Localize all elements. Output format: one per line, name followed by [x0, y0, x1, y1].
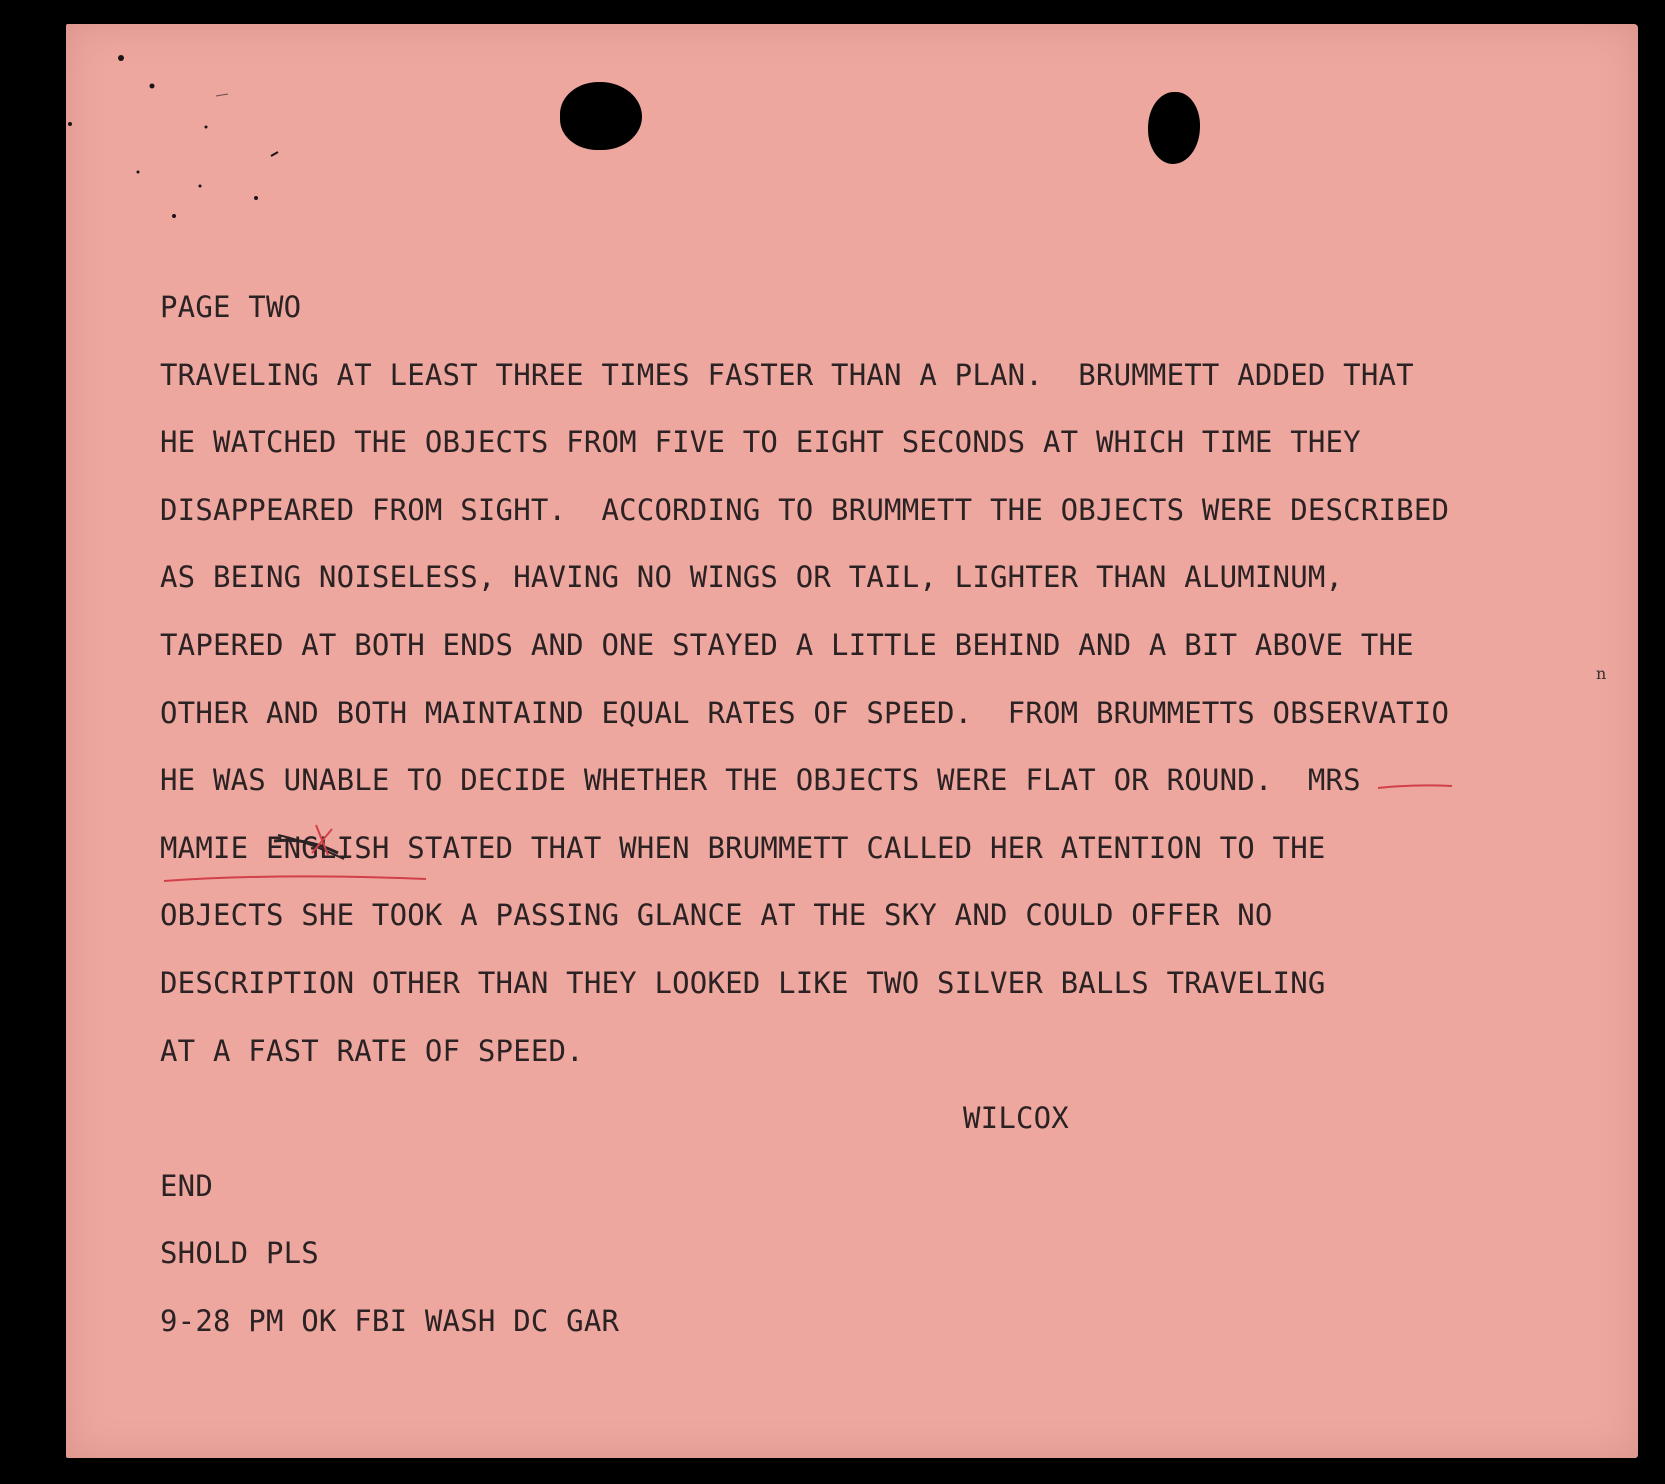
page-label: PAGE TWO — [160, 290, 302, 324]
signature: WILCOX — [963, 1101, 1069, 1136]
teletype-paper-sheet — [66, 24, 1638, 1458]
body-line-10: DESCRIPTION OTHER THAN THEY LOOKED LIKE TWO SILVER BALLS TRAVELING — [160, 965, 1326, 1000]
body-line-8: MAMIE ENGLISH STATED THAT WHEN BRUMMETT CALLED HER ATENTION TO THE — [160, 830, 1326, 865]
body-line-3: DISAPPEARED FROM SIGHT. ACCORDING TO BRUMMETT THE OBJECTS WERE DESCRIBED — [160, 492, 1450, 527]
body-line-6: OTHER AND BOTH MAINTAIND EQUAL RATES OF SPEED. FROM BRUMMETTS OBSERVATIO — [160, 695, 1450, 730]
body-line-1: TRAVELING AT LEAST THREE TIMES FASTER THAN A PLAN. BRUMMETT ADDED THAT — [160, 357, 1414, 392]
body-line-5: TAPERED AT BOTH ENDS AND ONE STAYED A LITTLE BEHIND AND A BIT ABOVE THE — [160, 627, 1414, 662]
handwritten-insert-n: n — [1596, 664, 1607, 683]
body-line-4: AS BEING NOISELESS, HAVING NO WINGS OR TAIL, LIGHTER THAN ALUMINUM, — [160, 560, 1344, 595]
body-line-2: HE WATCHED THE OBJECTS FROM FIVE TO EIGHT SECONDS AT WHICH TIME THEY — [160, 425, 1361, 460]
hold-line: SHOLD PLS — [160, 1236, 319, 1271]
teletype-message-body — [160, 274, 1620, 1356]
punch-hole-left — [560, 82, 642, 150]
body-line-9: OBJECTS SHE TOOK A PASSING GLANCE AT THE SKY AND COULD OFFER NO — [160, 898, 1273, 933]
end-label: END — [160, 1168, 213, 1203]
punch-hole-right — [1148, 92, 1200, 164]
paper-specks-decoration — [66, 24, 366, 244]
footer-transmission-line: 9-28 PM OK FBI WASH DC GAR — [160, 1303, 620, 1338]
body-line-11: AT A FAST RATE OF SPEED. — [160, 1033, 584, 1068]
body-line-7: HE WAS UNABLE TO DECIDE WHETHER THE OBJECTS WERE FLAT OR ROUND. MRS — [160, 763, 1361, 798]
